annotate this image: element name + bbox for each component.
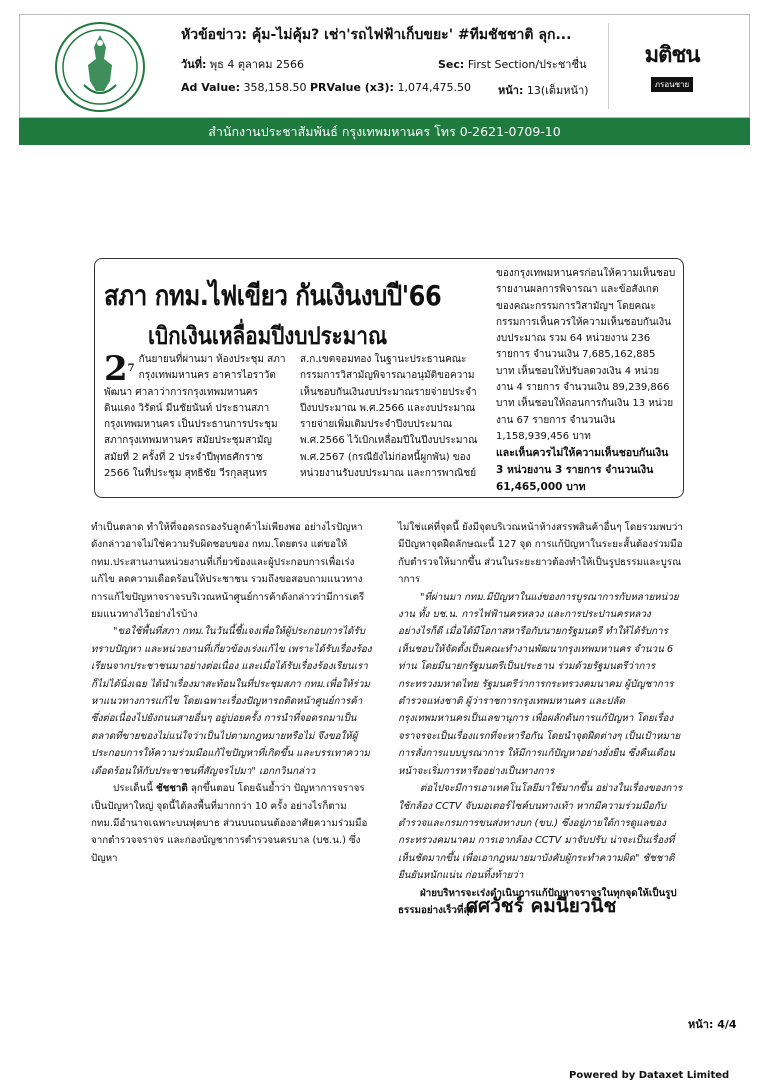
author-name: ศศวัชร์ คมนียวนิช <box>466 895 617 917</box>
chadchart-name: ชัชชาติ <box>155 783 188 795</box>
body-left-column <box>91 519 372 867</box>
lead-col2-text: ส.ก.เขตจอมทอง ในฐานะประธานคณะกรรมการวิสามัญพิจารณาอนุมัติขอความเห็นชอบกันเงินงบประมาณรายจ่ายประจำปีงบประมาณ พ.ศ.2566 และงบประมาณรายจ่ายเพิ่มเติมประจำปีงบประมาณ พ.ศ.2566 ไว้เบิกเหลื่อมปีในปีงบประมาณ พ.ศ.2567 (กรณียังไม่ก่อหนี้ผูกพัน) ของหน่วยงานรับงบประมาณ และการพาณิชย์ <box>300 354 478 480</box>
body-right-p1: ไม่ใช่แค่ที่จุดนี้ ยังมีจุดบริเวณหน้าห้างสรรพสินค้าอื่นๆ โดยรวมพบว่ามีปัญหาจุดฝืดลักษณะนี้ 127 จุด การแก้ปัญหาในระยะสั้นต้องร่วมมือกับตำรวจให้มากขึ้น ส่วนในระยะยาวต้องทำให้เป็นรูปธรรมและบูรณาการ <box>398 522 683 586</box>
lead-column-3 <box>496 266 676 496</box>
agency-bar <box>19 118 750 145</box>
drop-cap: $2^7$ <box>104 349 135 389</box>
page-label: หน้า: <box>498 84 524 97</box>
date-label: วันที่: <box>181 58 207 71</box>
body-left-quote: "ขอใช้พื้นที่สภา กทม.ในวันนี้ชี้แจงเพื่อให้ผู้ประกอบการได้รับทราบปัญหา และหน่วยงานที่เกี่ยวข้องเร่งแก้ไข เพราะได้รับเรื่องร้องเรียนจากประชาชนมาอย่างต่อเนื่อง และเมื่อได้รับเรื่องร้องเรียนเราก็ไม่ได้นิ่งเฉย ได้นำเรื่องมาสะท้อนในที่ประชุมสภา กทม.เพื่อให้ร่วมหาแนวทางการแก้ไข โดยเฉพาะเรื่องปัญหารถติดหน้าศูนย์การค้า ซึ่งต่อเนื่องไปยังถนนสายอื่นๆ อยู่บ่อยครั้ง การนำที่จอดรถมาเป็นตลาดที่ขายของไม่แน่ใจว่าเป็นไปตามกฎหมายหรือไม่ จึงขอให้ผู้ประกอบการให้ความร่วมมือแก้ไขปัญหาที่เกิดขึ้น และบรรเทาความเดือดร้อนให้กับประชาชนที่สัญจรไปมา" เอกกวินกล่าว <box>91 626 372 777</box>
lead-column-1 <box>104 349 288 482</box>
section-label: Sec: <box>438 58 465 71</box>
lead-column-2 <box>300 352 482 482</box>
headline: คุ้ม-ไม่คุ้ม? เช่า'รถไฟฟ้าเก็บขยะ' #ทีมชัชชาติ ลุก... <box>251 27 572 43</box>
agency-text: สำนักงานประชาสัมพันธ์ กรุงเทพมหานคร โทร 0-2621-0709-10 <box>208 123 561 139</box>
section: First Section/ประชาชื่น <box>467 58 587 71</box>
powered-by: Powered by Dataxet Limited <box>569 1070 730 1081</box>
lead-col1-text: กันยายนที่ผ่านมา ห้องประชุม สภากรุงเทพมหานคร อาคารไอราวัตพัฒนา ศาลาว่าการกรุงเทพมหานคร ดินแดง วิรัตน์ มีนชัยนันท์ ประธานสภากรุงเทพมหานคร เป็นประธานการประชุมสภากรุงเทพมหานคร สมัยประชุมสามัญ สมัยที่ 2 ครั้งที่ 2 ประจำปีพุทธศักราช 2566 ในที่ประชุม สุทธิชัย วีรกุลสุนทร <box>104 354 286 480</box>
headline-label: หัวข้อข่าว: <box>181 27 247 43</box>
pr-value-label: PRValue (x3): <box>310 81 394 94</box>
clipping-header <box>19 14 750 118</box>
body-right-p3: ต่อไปจะมีการเอาเทคโนโลยีมาใช้มากขึ้น อย่างในเรื่องของการใช้กล้อง CCTV จับมอเตอร์ไซค์บนทางเท้า หากมีความร่วมมือกับตำรวจและกรมการขนส่งทางบก (ขบ.) ซึ่งอยู่ภายใต้การดูแลของกระทรวงคมนาคม การเอากล้อง CCTV มาจับปรับ น่าจะเป็นเรื่องที่เห็นชัดมากขึ้น เพื่อเอากฎหมายมาบังคับผู้กระทำความผิด" ชัชชาติยืนยันหนักแน่น ก่อนทิ้งท้ายว่า <box>398 783 683 882</box>
ad-value: 358,158.50 <box>243 81 307 94</box>
body-right-p4: ฝ่ายบริหารจะเร่งดำเนินการแก้ปัญหาจราจรในทุกจุดให้เป็นรูปธรรมอย่างเร็วที่สุด <box>398 887 677 916</box>
ad-value-label: Ad Value: <box>181 81 241 94</box>
article-headline-1: สภา กทม.ไฟเขียว กันเงินงบปี'66 <box>104 279 442 312</box>
body-right-quote: "ที่ผ่านมา กทม.มีปัญหาในแง่ของการบูรณาการกับหลายหน่วยงาน ทั้ง บช.น. การไฟฟ้านครหลวง และการประปานครหลวง อย่างไรก็ดี เมื่อได้มีโอกาสหารือกับนายกรัฐมนตรี ทำให้ได้รับการเห็นชอบให้จัดตั้งเป็นคณะทำงานพัฒนากรุงเทพมหานคร จำนวน 6 ท่าน โดยมีนายกรัฐมนตรีเป็นประธาน ร่วมด้วยรัฐมนตรีว่าการกระทรวงมหาดไทย รัฐมนตรีว่าการกระทรวงคมนาคม ผู้บัญชาการตำรวจแห่งชาติ ผู้ว่าราชการกรุงเทพมหานคร และปลัดกรุงเทพมหานครเป็นเลขานุการ เพื่อผลักดันการแก้ปัญหา โดยเรื่องจราจรจะเป็นเรื่องแรกที่จะหารือกัน โดยนำจุดฝืดต่างๆ เป็นเป้าหมายการสั่งการแบบบูรณาการ ให้มีการแก้ปัญหาอย่างยั่งยืน ซึ่งคืนเดือนหน้าจะเริ่มการหารืออย่างเป็นทางการ <box>398 591 681 777</box>
article-headline-2: เบิกเงินเหลื่อมปีงบประมาณ <box>148 322 388 350</box>
lead-col3-text: ของกรุงเทพมหานครก่อนให้ความเห็นชอบ รายงานผลการพิจารณา และข้อสังเกตของคณะกรรมการวิสามัญฯ โดยคณะกรรมการเห็นควรให้ความเห็นชอบกันเงินงบประมาณ รวม 64 หน่วยงาน 236 รายการ จำนวนเงิน 7,685,162,885 บาท เห็นชอบให้ปรับลดวงเงิน 4 หน่วยงาน 4 รายการ จำนวนเงิน 89,239,866 บาท เห็นชอบให้ถอนการกันเงิน 13 หน่วยงาน 67 รายการ จำนวนเงิน 1,158,939,456 บาท <box>496 268 676 442</box>
body-left-p3: ประเด็นนี้ ชัชชาติ ลุกขึ้นตอบ โดยฉันย้ำว่า ปัญหาการจราจรเป็นปัญหาใหญ่ จุดนี้ได้ลงพื้นที่มากกว่า 10 ครั้ง อย่างไรก็ตาม กทม.มีอำนาจเฉพาะบนฟุตบาธ ส่วนบนถนนต้องอาศัยความร่วมมือจากตำรวจจราจร และกองบัญชาการตำรวจนครบาล (บช.น.) ซึ่งปัญหา <box>91 783 368 864</box>
pr-value: 1,074,475.50 <box>397 81 471 94</box>
body-right-column <box>398 519 683 919</box>
page-value: 13(เต็มหน้า) <box>526 84 589 97</box>
brand-sub: ภรอนชาย <box>651 77 693 92</box>
brand-name: มติชน <box>644 42 700 68</box>
date: พุธ 4 ตุลาคม 2566 <box>209 58 304 71</box>
page-number: หน้า: 4/4 <box>688 1018 737 1031</box>
bangkok-seal-icon <box>54 21 146 113</box>
matichon-logo <box>636 37 708 92</box>
lead-col3-bold: และเห็นควรไม่ให้ความเห็นชอบกันเงิน 3 หน่วยงาน 3 รายการ จำนวนเงิน 61,465,000 บาท <box>496 447 669 494</box>
body-left-p1: ทำเป็นตลาด ทำให้ที่จอดรถรองรับลูกค้าไม่เพียงพอ อย่างไรปัญหาดังกล่าวอาจไม่ใช่ความรับผิดชอบของ กทม.โดยตรง แต่ขอให้ กทม.ประสานงานหน่วยงานที่เกี่ยวข้องและผู้ประกอบการเพื่อเร่งแก้ไข ลดความเดือดร้อนให้ประชาชน รวมถึงขอสอบถามแนวทางการแก้ไขปัญหาจราจรบริเวณหน้าศูนย์การค้าดังกล่าวว่ามีการเตรียมแนวทางไว้อย่างไรบ้าง <box>91 522 365 621</box>
